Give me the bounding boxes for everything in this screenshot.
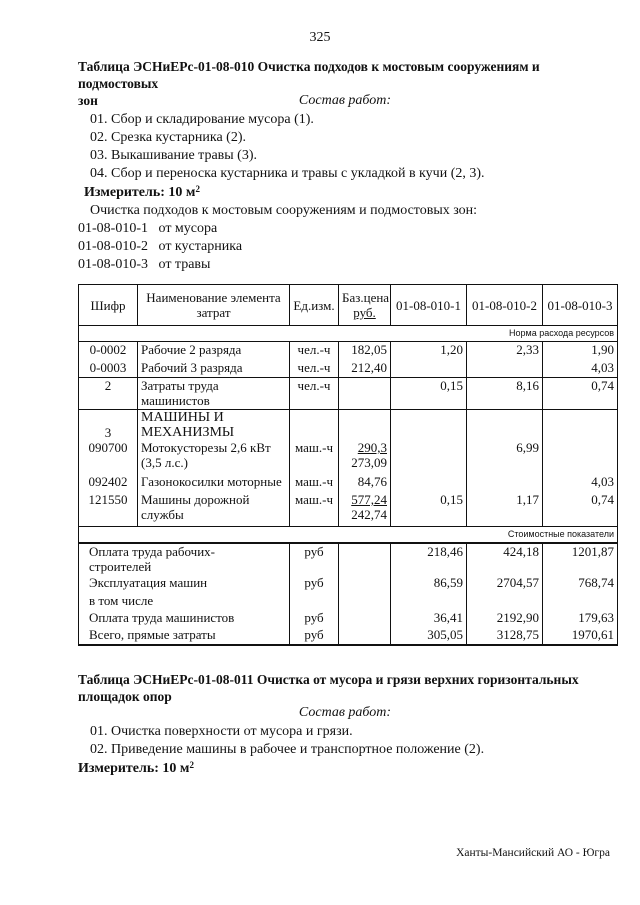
table2-title-line2: площадок опор [78,689,172,704]
table2-title [78,671,618,705]
header-col2: 01-08-010-2 [467,285,543,326]
table-row: 2 Затраты труда машинистов чел.-ч 0,15 8,16 0,74 [79,378,618,410]
table-header-row [79,285,618,326]
header-price: Баз.цена руб. [339,285,391,326]
total-row: Всего, прямые затраты руб 305,05 3128,75 1970,61 [79,627,618,645]
table2-work-1: 01. Очистка поверхности от мусора и грязи. [90,724,353,739]
code-line-2: 01-08-010-2 от кустарника [78,239,243,254]
table-row: 0-0003 Рабочий 3 разряда чел.-ч 212,40 4,03 [79,360,618,378]
header-name: Наименование элемента затрат [138,285,290,326]
table2-title-line1: Таблица ЭСНиЕРс-01-08-011 Очистка от мусора и грязи верхних горизонтальных [78,672,579,687]
table1-work-1: 01. Сбор и складирование мусора (1). [90,112,314,127]
header-unit: Ед.изм. [290,285,339,326]
table-row: 121550 Машины дорожной службы маш.-ч 577,24 242,74 0,15 1,17 0,74 [79,492,618,526]
table2-measure: Измеритель: 10 $м^2$ [78,760,194,776]
total-row: Эксплуатация машин руб 86,59 2704,57 768,74 [79,575,618,593]
total-row: Оплата труда машинистов руб 36,41 2192,90 179,63 [79,610,618,627]
cost-label-row [79,526,618,543]
table1-work-2: 02. Срезка кустарника (2). [90,130,246,145]
resource-table [78,284,618,646]
page-number: 325 [309,30,331,45]
footer-region: Ханты-Мансийский АО - Югра [456,847,610,859]
table1-work-4: 04. Сбор и переноска кустарника и травы с укладкой в кучи (2, 3). [90,166,485,181]
total-row: в том числе [79,593,618,610]
table1-composition-label: Состав работ: [298,93,392,108]
table2-work-2: 02. Приведение машины в рабочее и транспортное положение (2). [90,742,485,757]
header-col3: 01-08-010-3 [543,285,618,326]
table-row: 090700 Мотокусторезы 2,6 кВт (3,5 л.с.) маш.-ч 290,3 273,09 6,99 [79,440,618,474]
norm-label-row [79,326,618,342]
norm-label: Норма расхода ресурсов [79,326,618,342]
total-row: Оплата труда рабочих- строителей руб 218,46 424,18 1201,87 [79,543,618,575]
code-line-3: 01-08-010-3 от травы [78,257,211,272]
table-row: 0-0002 Рабочие 2 разряда чел.-ч 182,05 1,20 2,33 1,90 [79,342,618,360]
header-shifr: Шифр [79,285,138,326]
code-line-1: 01-08-010-1 от мусора [78,221,218,236]
cost-label: Стоимостные показатели [79,526,618,543]
table-row: 3 МАШИНЫ И МЕХАНИЗМЫ [79,410,618,441]
table1-intro: Очистка подходов к мостовым сооружениям и подмостовых зон: [90,203,478,218]
table2-composition-label: Состав работ: [298,705,392,720]
table1-title-line2: зон [78,93,98,108]
table-row: 092402 Газонокосилки моторные маш.-ч 84,76 4,03 [79,474,618,492]
header-col1: 01-08-010-1 [391,285,467,326]
table1-measure: Измеритель: 10 $м^2$ [84,184,200,200]
table1-title-line1: Таблица ЭСНиЕРс-01-08-010 Очистка подходов к мостовым сооружениям и подмостовых [78,59,540,91]
table1-work-3: 03. Выкашивание травы (3). [90,148,258,163]
